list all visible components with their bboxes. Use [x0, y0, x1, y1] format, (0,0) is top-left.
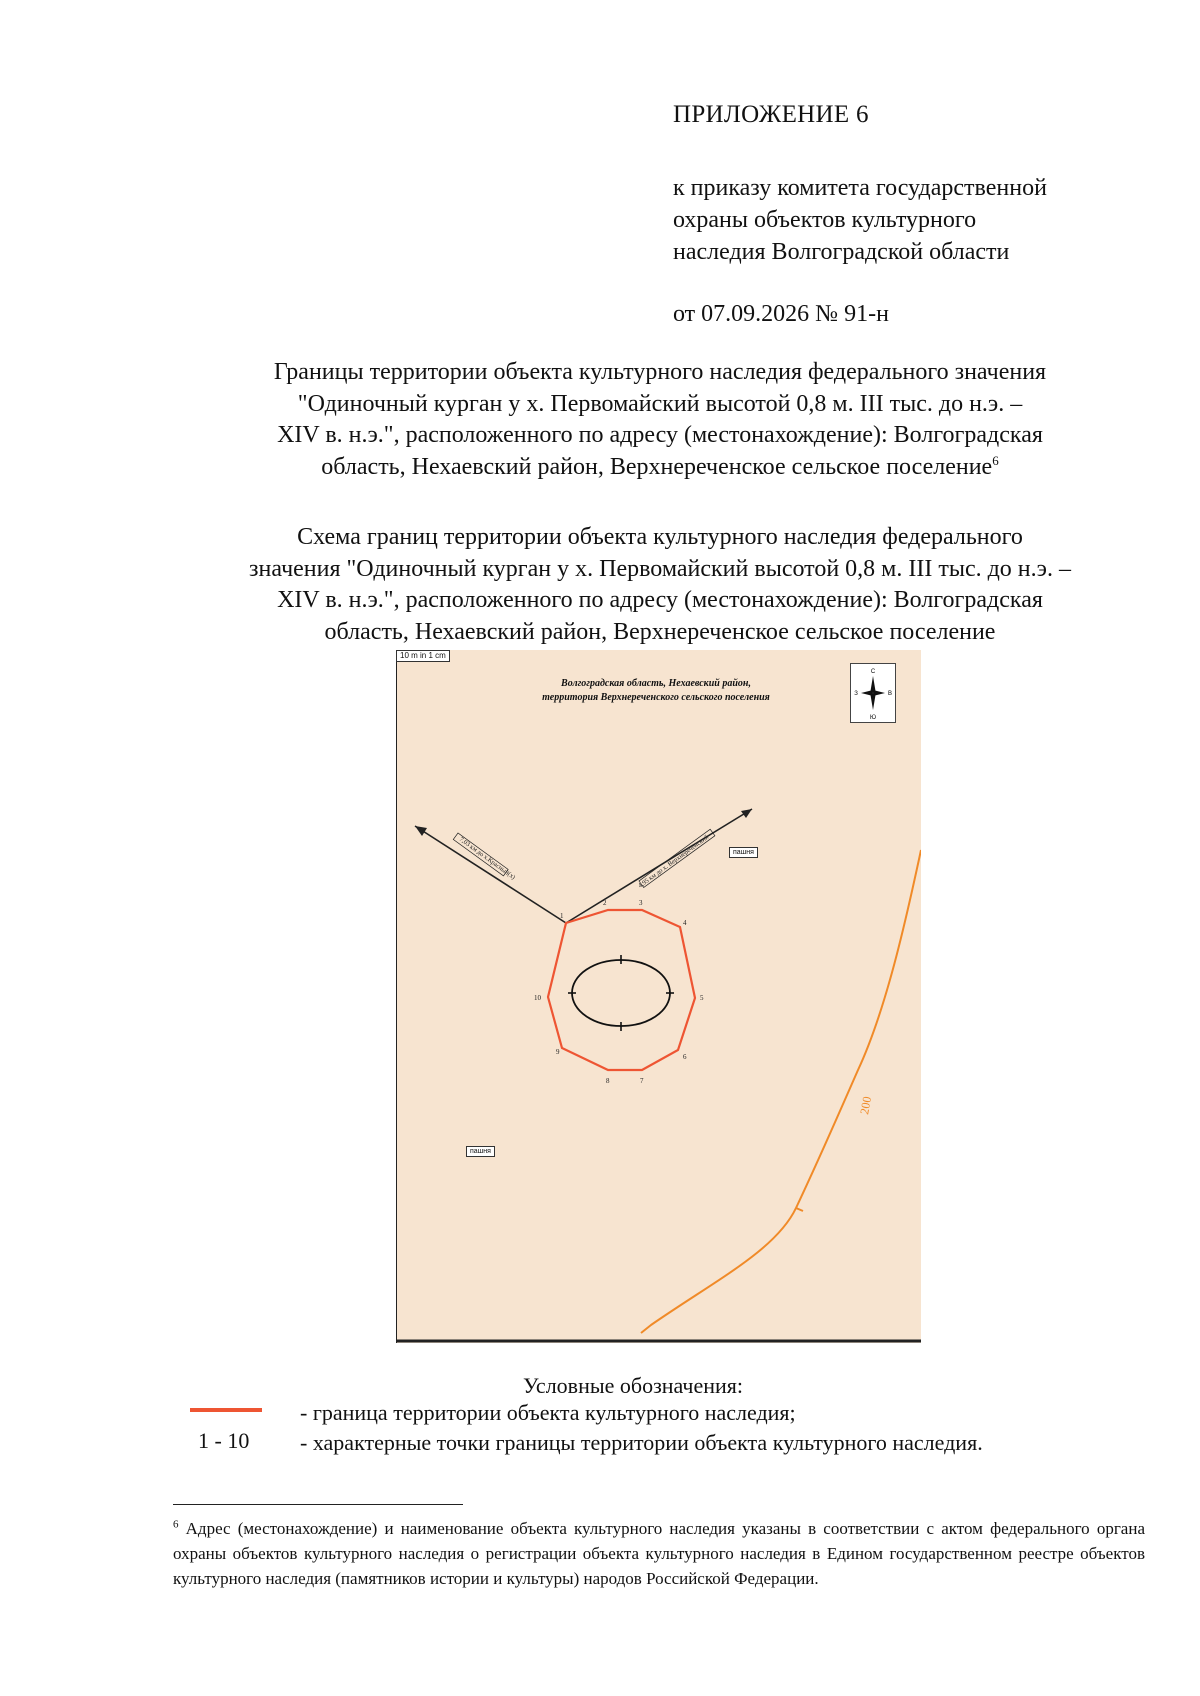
boundaries-title [160, 357, 1160, 483]
field-label-top: пашня [729, 847, 758, 858]
legend-points-text: - характерные точки границы территории объекта культурного наследия. [300, 1430, 983, 1455]
map-canvas [396, 650, 921, 1343]
compass-east: В [887, 691, 893, 697]
boundary-map [396, 650, 921, 1343]
point-label-2: 2 [603, 899, 607, 907]
mound-ticks [568, 955, 674, 1031]
boundary-polygon [548, 910, 695, 1070]
footnote-reference[interactable]: 6 [992, 452, 999, 468]
appendix-heading: ПРИЛОЖЕНИЕ 6 [673, 101, 869, 128]
map-title-line-2: территория Верхнереченского сельского поселения [542, 692, 770, 703]
point-label-3: 3 [639, 899, 643, 907]
scheme-title-line-2: значения "Одиночный курган у х. Первомайский высотой 0,8 м. III тыс. до н.э. – [249, 555, 1071, 582]
order-reference [673, 172, 1047, 268]
point-label-4: 4 [683, 919, 687, 927]
point-label-9: 9 [556, 1048, 560, 1056]
contour-tick [796, 1208, 803, 1211]
mound-outline [572, 960, 670, 1026]
footnote [173, 1516, 1145, 1591]
arrow-right-direction [566, 809, 752, 923]
footnote-mark: 6 [173, 1518, 179, 1531]
point-label-7: 7 [640, 1077, 644, 1085]
point-label-5: 5 [700, 994, 704, 1002]
legend-title: Условные обозначения: [523, 1373, 744, 1398]
point-label-1: 1 [560, 912, 564, 920]
boundaries-title-line-2: "Одиночный курган у х. Первомайский высотой 0,8 м. III тыс. до н.э. – [297, 390, 1023, 417]
point-label-8: 8 [606, 1077, 610, 1085]
arrow-right-label: 4,95 км до х. Верхнереченский [637, 833, 711, 890]
scheme-title-line-1: Схема границ территории объекта культурного наследия федерального [297, 524, 1023, 550]
field-label-bottom: пашня [466, 1146, 495, 1157]
compass-icon [851, 664, 895, 722]
legend-boundary-swatch [190, 1408, 262, 1412]
contour-label: 200 [857, 1095, 875, 1116]
boundaries-title-line-4 [160, 452, 1160, 484]
point-label-6: 6 [683, 1053, 687, 1061]
boundaries-title-line-4-text: область, Нехаевский район, Верхнереченское сельское поселение [321, 453, 993, 480]
order-line-2: охраны объектов культурного [673, 207, 977, 233]
boundaries-title-line-3: XIV в. н.э.", расположенного по адресу (местонахождение): Волгоградская [277, 422, 1043, 448]
compass-west: З [854, 691, 858, 697]
compass-rose [850, 663, 896, 723]
point-label-10: 10 [534, 994, 541, 1002]
arrow-left-label: 7,03 км до х.Красный(х) [457, 835, 517, 882]
map-title [506, 677, 806, 705]
order-line-1: к приказу комитета государственной [673, 175, 1047, 201]
boundaries-title-line-1: Границы территории объекта культурного наследия федерального значения [273, 359, 1047, 385]
order-line-3: наследия Волгоградской области [673, 239, 1010, 265]
map-scale: 10 m in 1 cm [396, 650, 450, 662]
legend-points-symbol: 1 - 10 [198, 1428, 250, 1453]
legend-boundary-text: - граница территории объекта культурного наследия; [300, 1400, 796, 1425]
scheme-title-line-3: XIV в. н.э.", расположенного по адресу (местонахождение): Волгоградская [277, 587, 1043, 613]
footnote-text: Адрес (местонахождение) и наименование объекта культурного наследия указаны в соответствии с актом федерального органа охраны объектов культурного наследия о регистрации объекта культурного наследия в Едином государственном реестре объектов культурного наследия (памятников истории и культуры) народов Российской Федерации. [173, 1519, 1145, 1588]
compass-south: Ю [869, 715, 877, 721]
map-title-line-1: Волгоградская область, Нехаевский район, [561, 678, 751, 689]
scheme-title-line-4: область, Нехаевский район, Верхнереченское сельское поселение [324, 618, 996, 645]
order-date-number: от 07.09.2026 № 91-н [673, 301, 889, 327]
footnote-separator [173, 1504, 463, 1505]
scheme-title [160, 522, 1160, 648]
compass-north: С [870, 669, 876, 675]
arrow-left-direction [415, 826, 566, 923]
